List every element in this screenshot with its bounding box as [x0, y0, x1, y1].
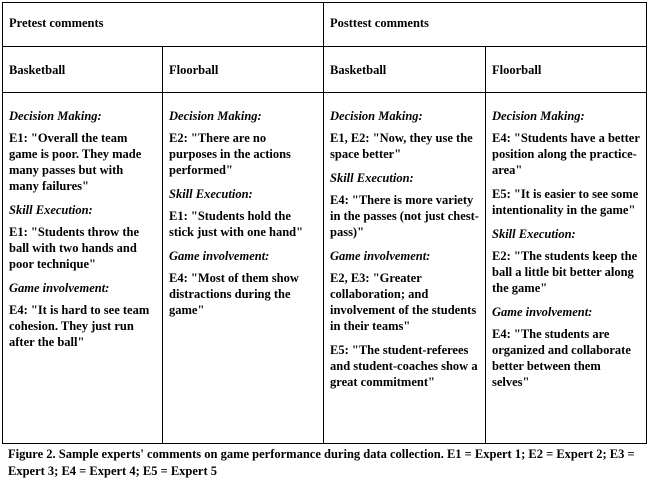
- comment-text: E2, E3: "Greater collaboration; and involvement of the students in their teams": [330, 271, 477, 333]
- category-label: Game involvement:: [169, 249, 270, 263]
- cell-post-floorball: [486, 93, 647, 444]
- category-label: Decision Making:: [9, 109, 102, 123]
- comment-text: E2: "There are no purposes in the actions performed": [169, 131, 291, 177]
- cell-pre-basketball: [3, 93, 163, 444]
- comment-text: E1, E2: "Now, they use the space better": [330, 131, 473, 161]
- comment-text: E4: "There is more variety in the passes (not just chest-pass)": [330, 193, 479, 239]
- comments-table: [2, 2, 647, 444]
- comment-text: E5: "The student-referees and student-coaches show a great commitment": [330, 343, 478, 389]
- pretest-header: Pretest comments: [3, 3, 324, 47]
- figure-caption: Figure 2. Sample experts' comments on game performance during data collection. E1 = Expert 1; E2 = Expert 2; E3 = Expert 3; E4 = Expert 4; E5 = Expert 5: [8, 447, 635, 478]
- comment-text: E5: "It is easier to see some intentionality in the game": [492, 187, 639, 217]
- category-label: Skill Execution:: [169, 187, 253, 201]
- comment-text: E1: "Students throw the ball with two hands and poor technique": [9, 225, 139, 271]
- category-label: Game involvement:: [492, 305, 593, 319]
- cell-pre-floorball: [163, 93, 324, 444]
- category-label: Skill Execution:: [9, 203, 93, 217]
- col-header-post-floorball: Floorball: [486, 47, 647, 93]
- col-header-pre-basketball: Basketball: [3, 47, 163, 93]
- category-label: Decision Making:: [169, 109, 262, 123]
- comment-text: E1: "Students hold the stick just with one hand": [169, 209, 304, 239]
- col-header-pre-floorball: Floorball: [163, 47, 324, 93]
- category-label: Skill Execution:: [330, 171, 414, 185]
- category-label: Decision Making:: [330, 109, 423, 123]
- category-label: Game involvement:: [330, 249, 431, 263]
- comment-text: E1: "Overall the team game is poor. They made many passes but with many failures": [9, 131, 142, 193]
- posttest-header: Posttest comments: [324, 3, 647, 47]
- category-label: Skill Execution:: [492, 227, 576, 241]
- comment-text: E4: "Most of them show distractions during the game": [169, 271, 299, 317]
- comment-text: E4: "Students have a better position along the practice-area": [492, 131, 640, 177]
- comment-text: E2: "The students keep the ball a little bit better along the game": [492, 249, 638, 295]
- comment-text: E4: "The students are organized and collaborate better between them selves": [492, 327, 631, 389]
- cell-post-basketball: [324, 93, 486, 444]
- category-label: Decision Making:: [492, 109, 585, 123]
- comment-text: E4: "It is hard to see team cohesion. They just run after the ball": [9, 303, 150, 349]
- col-header-post-basketball: Basketball: [324, 47, 486, 93]
- category-label: Game involvement:: [9, 281, 110, 295]
